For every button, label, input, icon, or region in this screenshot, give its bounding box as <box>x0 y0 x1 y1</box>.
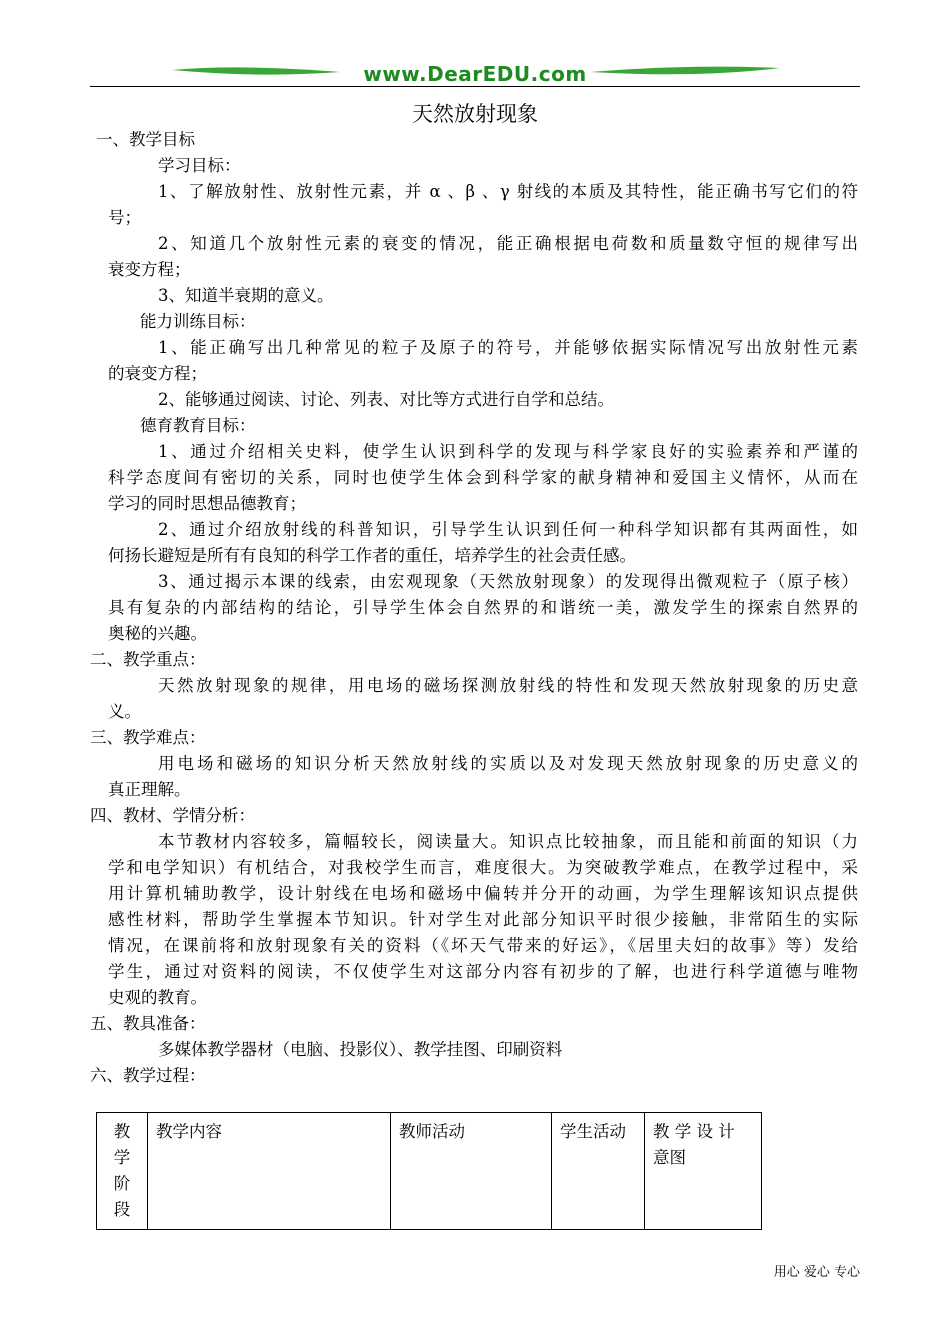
analysis-line-6: 学生，通过对资料的阅读，不仅使学生对这部分内容有初步的了解，也进行科学道德与唯物 <box>108 962 858 981</box>
ability-goal-1-line-2: 的衰变方程； <box>108 364 207 383</box>
content-header-cell: 教学内容 <box>148 1113 391 1230</box>
table-header-row <box>97 1113 762 1230</box>
section-3-heading: 三、教学难点： <box>90 728 206 747</box>
analysis-line-4: 感性材料，帮助学生掌握本节知识。针对学生对此部分知识平时很少接触，非常陌生的实际 <box>108 910 858 929</box>
moral-goal-1-line-1: 1、通过介绍相关史料，使学生认识到科学的发现与科学家良好的实验素养和严谨的 <box>158 442 858 461</box>
section-4-heading: 四、教材、学情分析： <box>90 806 255 825</box>
teacher-activity-header-cell: 教师活动 <box>391 1113 552 1230</box>
document-title: 天然放射现象 <box>412 102 538 126</box>
header-site-url: www.DearEDU.com <box>363 62 587 86</box>
learning-goal-2-line-2: 衰变方程； <box>108 260 191 279</box>
learning-goal-3: 3、知道半衰期的意义。 <box>158 286 334 305</box>
ability-goal-2: 2、能够通过阅读、讨论、列表、对比等方式进行自学和总结。 <box>158 390 614 409</box>
page-footer: 用心 爱心 专心 <box>773 1265 860 1280</box>
teaching-process-table <box>96 1112 762 1230</box>
key-points-line-1: 天然放射现象的规律，用电场的磁场探测放射线的特性和发现天然放射现象的历史意 <box>158 676 858 695</box>
learning-goal-1-line-1: 1、了解放射性、放射性元素，并 α 、β 、γ 射线的本质及其特性，能正确书写它们的符 <box>158 182 858 201</box>
stage-char: 段 <box>113 1200 131 1219</box>
difficulty-line-1: 用电场和磁场的知识分析天然放射线的实质以及对发现天然放射现象的历史意义的 <box>158 754 858 773</box>
teaching-aids: 多媒体教学器材（电脑、投影仪）、教学挂图、印刷资料 <box>158 1040 563 1059</box>
learning-goal-2-line-1: 2、知道几个放射性元素的衰变的情况，能正确根据电荷数和质量数守恒的规律写出 <box>158 234 858 253</box>
analysis-line-7: 史观的教育。 <box>108 988 207 1007</box>
section-5-heading: 五、教具准备： <box>90 1014 206 1033</box>
section-2-heading: 二、教学重点： <box>90 650 206 669</box>
student-activity-header-cell: 学生活动 <box>552 1113 645 1230</box>
learning-goal-1-line-2: 号； <box>108 208 141 227</box>
moral-goal-1-line-2: 科学态度间有密切的关系，同时也使学生体会到科学家的献身精神和爱国主义情怀，从而在 <box>108 468 858 487</box>
section-1-heading: 一、教学目标 <box>96 130 195 149</box>
design-intent-header-cell <box>645 1113 762 1230</box>
analysis-line-3: 用计算机辅助教学，设计射线在电场和磁场中偏转并分开的动画，为学生理解该知识点提供 <box>108 884 858 903</box>
moral-goals-heading: 德育教育目标： <box>140 416 256 435</box>
moral-goal-3-line-1: 3、通过揭示本课的线索，由宏观现象（天然放射现象）的发现得出微观粒子（原子核） <box>158 572 858 591</box>
analysis-line-2: 学和电学知识）有机结合，对我校学生而言，难度很大。为突破教学难点，在教学过程中，采 <box>108 858 858 877</box>
analysis-line-1: 本节教材内容较多，篇幅较长，阅读量大。知识点比较抽象，而且能和前面的知识（力 <box>158 832 858 851</box>
header-divider <box>90 86 860 87</box>
design-intent-label-1: 教 学 设 计 <box>653 1122 735 1141</box>
moral-goal-3-line-2: 具有复杂的内部结构的结论，引导学生体会自然界的和谐统一美，激发学生的探索自然界的 <box>108 598 858 617</box>
difficulty-line-2: 真正理解。 <box>108 780 191 799</box>
stage-header-cell <box>97 1113 148 1230</box>
moral-goal-2-line-2: 何扬长避短是所有有良知的科学工作者的重任，培养学生的社会责任感。 <box>108 546 636 565</box>
moral-goal-2-line-1: 2、通过介绍放射线的科普知识，引导学生认识到任何一种科学知识都有其两面性，如 <box>158 520 858 539</box>
ability-goal-1-line-1: 1、能正确写出几种常见的粒子及原子的符号，并能够依据实际情况写出放射性元素 <box>158 338 858 357</box>
stage-char: 教 <box>113 1122 131 1141</box>
design-intent-label-2: 意图 <box>653 1148 686 1167</box>
ability-goals-heading: 能力训练目标： <box>140 312 256 331</box>
moral-goal-1-line-3: 学习的同时思想品德教育； <box>108 494 306 513</box>
key-points-line-2: 义。 <box>108 702 141 721</box>
section-6-heading: 六、教学过程： <box>90 1066 206 1085</box>
learning-goals-heading: 学习目标： <box>158 156 241 175</box>
moral-goal-3-line-3: 奥秘的兴趣。 <box>108 624 207 643</box>
stage-char: 学 <box>113 1148 131 1167</box>
analysis-line-5: 情况，在课前将和放射现象有关的资料（《坏天气带来的好运》，《居里夫妇的故事》等）发给 <box>108 936 858 955</box>
stage-char: 阶 <box>113 1174 131 1193</box>
